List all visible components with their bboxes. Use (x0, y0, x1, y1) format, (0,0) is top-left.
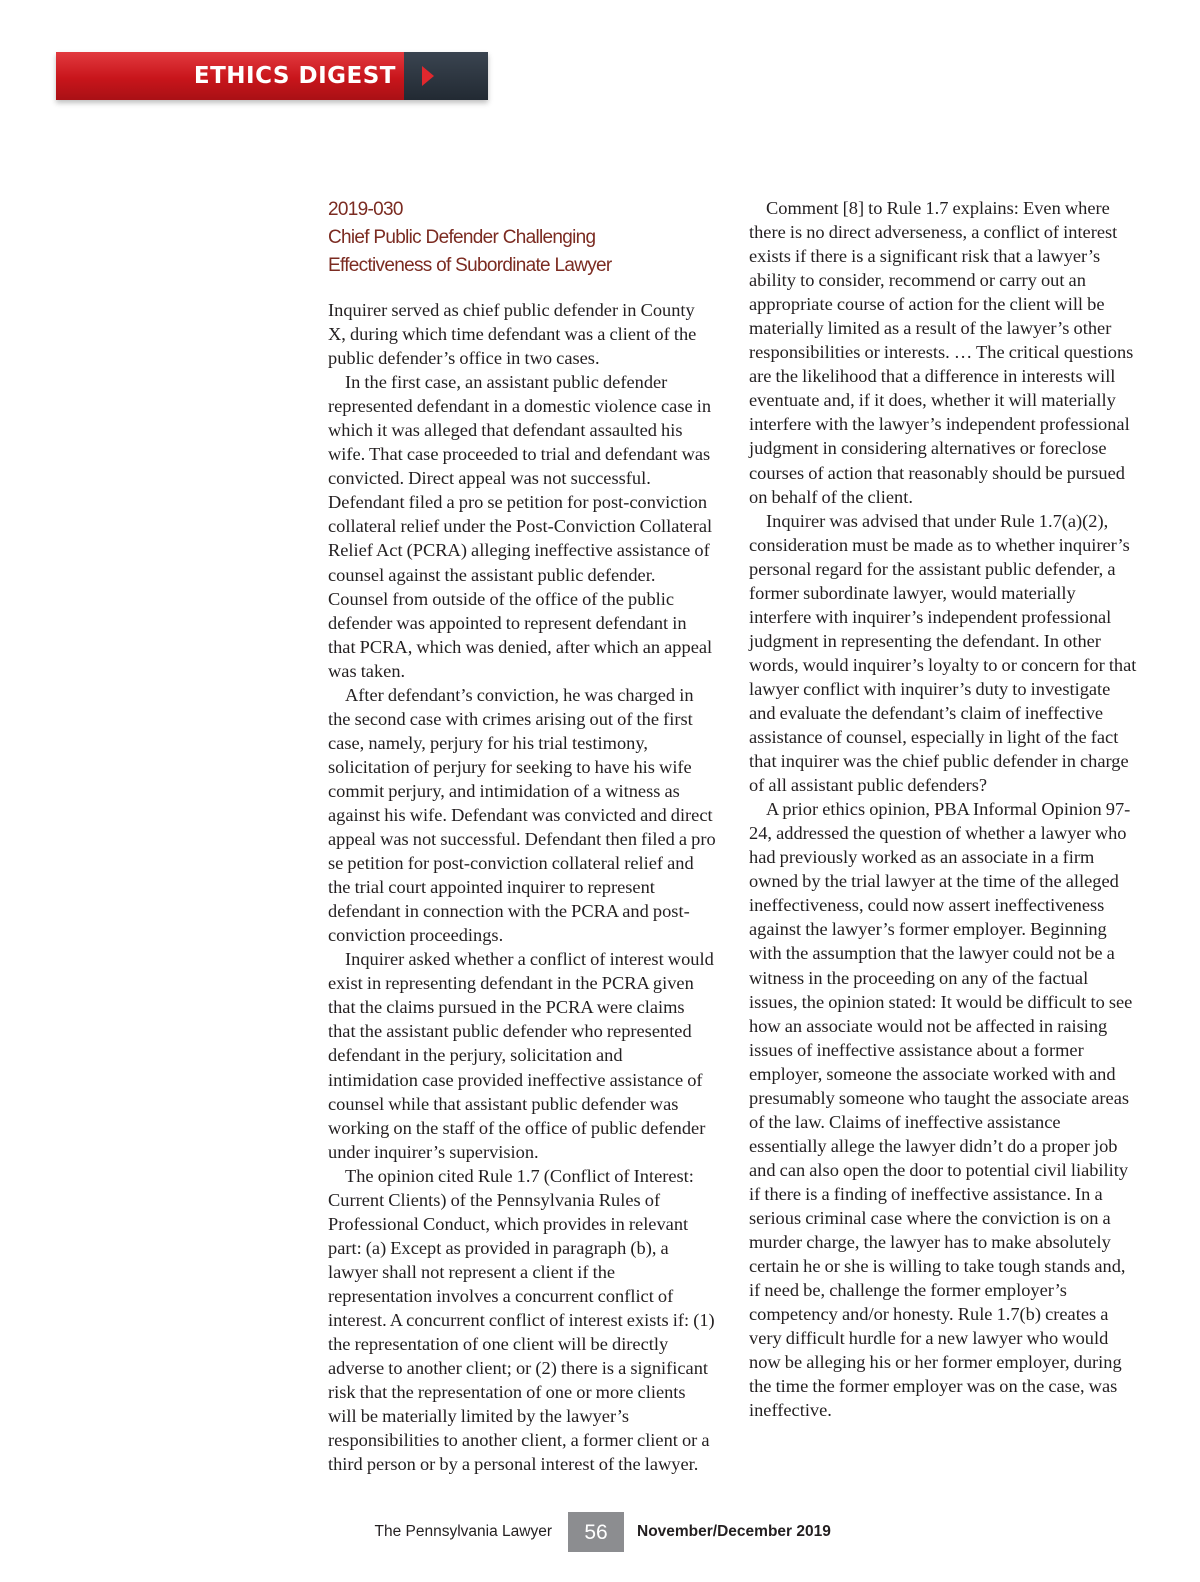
arrow-right-icon (422, 66, 434, 86)
article-paragraph: In the first case, an assistant public defender represented defendant in a domestic violence case in which it was alleged that defendant assaulted his wife. That case proceeded to trial and defendant was convicted. Direct appeal was not successful. Defendant filed a pro se petition for post-conviction collateral relief under the Post-Conviction Collateral Relief Act (PCRA) alleging ineffective assistance of counsel against the assistant public defender. Counsel from outside of the office of the public defender was appointed to represent defendant in that PCRA, which was denied, after which an appeal was taken. (328, 372, 713, 681)
banner-dark-block (404, 52, 488, 100)
article-paragraph: After defendant’s conviction, he was charged in the second case with crimes arising out of the first case, namely, perjury for his trial testimony, solicitation of perjury for seeking to have his wife commit perjury, and intimidation of a witness as against his wife. Defendant was convicted and direct appeal was not successful. Defendant then filed a pro se petition for post-conviction collateral relief and the trial court appointed inquirer to represent defendant in connection with the PCRA and post-conviction proceedings. (328, 684, 716, 946)
page-footer (0, 1512, 1200, 1552)
article-paragraph: Inquirer was advised that under Rule 1.7(a)(2), consideration must be made as to whether inquirer’s personal regard for the assistant public defender, a former subordinate lawyer, would materially interfere with inquirer’s independent professional judgment in representing the defendant. In other words, would inquirer’s loyalty to or concern for that lawyer conflict with inquirer’s duty to investigate and evaluate the defendant’s claim of ineffective assistance of counsel, especially in light of the fact that inquirer was the chief public defender in charge of all assistant public defenders? (749, 510, 1137, 796)
article-paragraph: The opinion cited Rule 1.7 (Conflict of Interest: Current Clients) of the Pennsylvania Rules of Professional Conduct, which provides in relevant part: (a) Except as provided in paragraph (b), a lawyer shall not represent a client if the representation involves a concurrent conflict of interest. A concurrent conflict of interest exists if: (1) the representation of one client will be directly adverse to another client; or (2) there is a significant risk that the representation of one or more clients will be materially limited by the lawyer’s responsibilities to another client, a former client or a third person or by a personal interest of the lawyer. (328, 1165, 715, 1475)
publication-name: The Pennsylvania Lawyer (374, 1523, 552, 1540)
article-paragraph: Inquirer served as chief public defender in County X, during which time defendant was a client of the public defender’s office in two cases. (328, 300, 697, 369)
issue-date: November/December 2019 (637, 1523, 831, 1540)
section-title: ETHICS DIGEST (193, 63, 396, 89)
article-paragraph: Comment [8] to Rule 1.7 explains: Even where there is no direct adverseness, a conflict of interest exists if there is a significant risk that a lawyer’s ability to consider, recommend or carry out an appropriate course of action for the client will be materially limited as a result of the lawyer’s other responsibilities or interests. … The critical questions are the likelihood that a difference in interests will eventuate and, if it does, whether it will materially interfere with the lawyer’s independent professional judgment in considering alternatives or foreclose courses of action that reasonably should be pursued on behalf of the client. (749, 198, 1134, 507)
article-paragraph: A prior ethics opinion, PBA Informal Opinion 97-24, addressed the question of whether a lawyer who had previously worked as an associate in a firm owned by the trial lawyer at the time of the alleged ineffectiveness, could now assert ineffectiveness against the lawyer’s former employer. Beginning with the assumption that the lawyer could not be a witness in the proceeding on any of the factual issues, the opinion stated: It would be difficult to see how an associate would not be affected in raising issues of ineffective assistance about a former employer, someone the associate worked with and presumably someone who taught the associate areas of the law. Claims of ineffective assistance essentially allege the lawyer didn’t do a proper job and can also open the door to potential civil liability if there is a finding of ineffective assistance. In a serious criminal case where the conviction is on a murder charge, the lawyer has to make absolutely certain he or she is willing to take tough stands and, if need be, challenge the former employer’s competency and/or honesty. Rule 1.7(b) creates a very difficult hurdle for a new lawyer who would now be alleging his or her former employer, during the time the former employer was on the case, was ineffective. (749, 799, 1133, 1421)
opinion-number: 2019-030 (328, 199, 403, 220)
article-column-right (749, 196, 1137, 1422)
section-banner (56, 52, 488, 100)
article-title: Chief Public Defender Challenging Effectiveness of Subordinate Lawyer (328, 227, 612, 276)
article-paragraph: Inquirer asked whether a conflict of interest would exist in representing defendant in the PCRA given that the claims pursued in the PCRA were claims that the assistant public defender who represented defendant in the perjury, solicitation and intimidation case provided ineffective assistance of counsel while that assistant public defender was working on the staff of the office of public defender under inquirer’s supervision. (328, 949, 714, 1162)
page-number: 56 (568, 1512, 624, 1552)
article-column-left (328, 196, 716, 1476)
